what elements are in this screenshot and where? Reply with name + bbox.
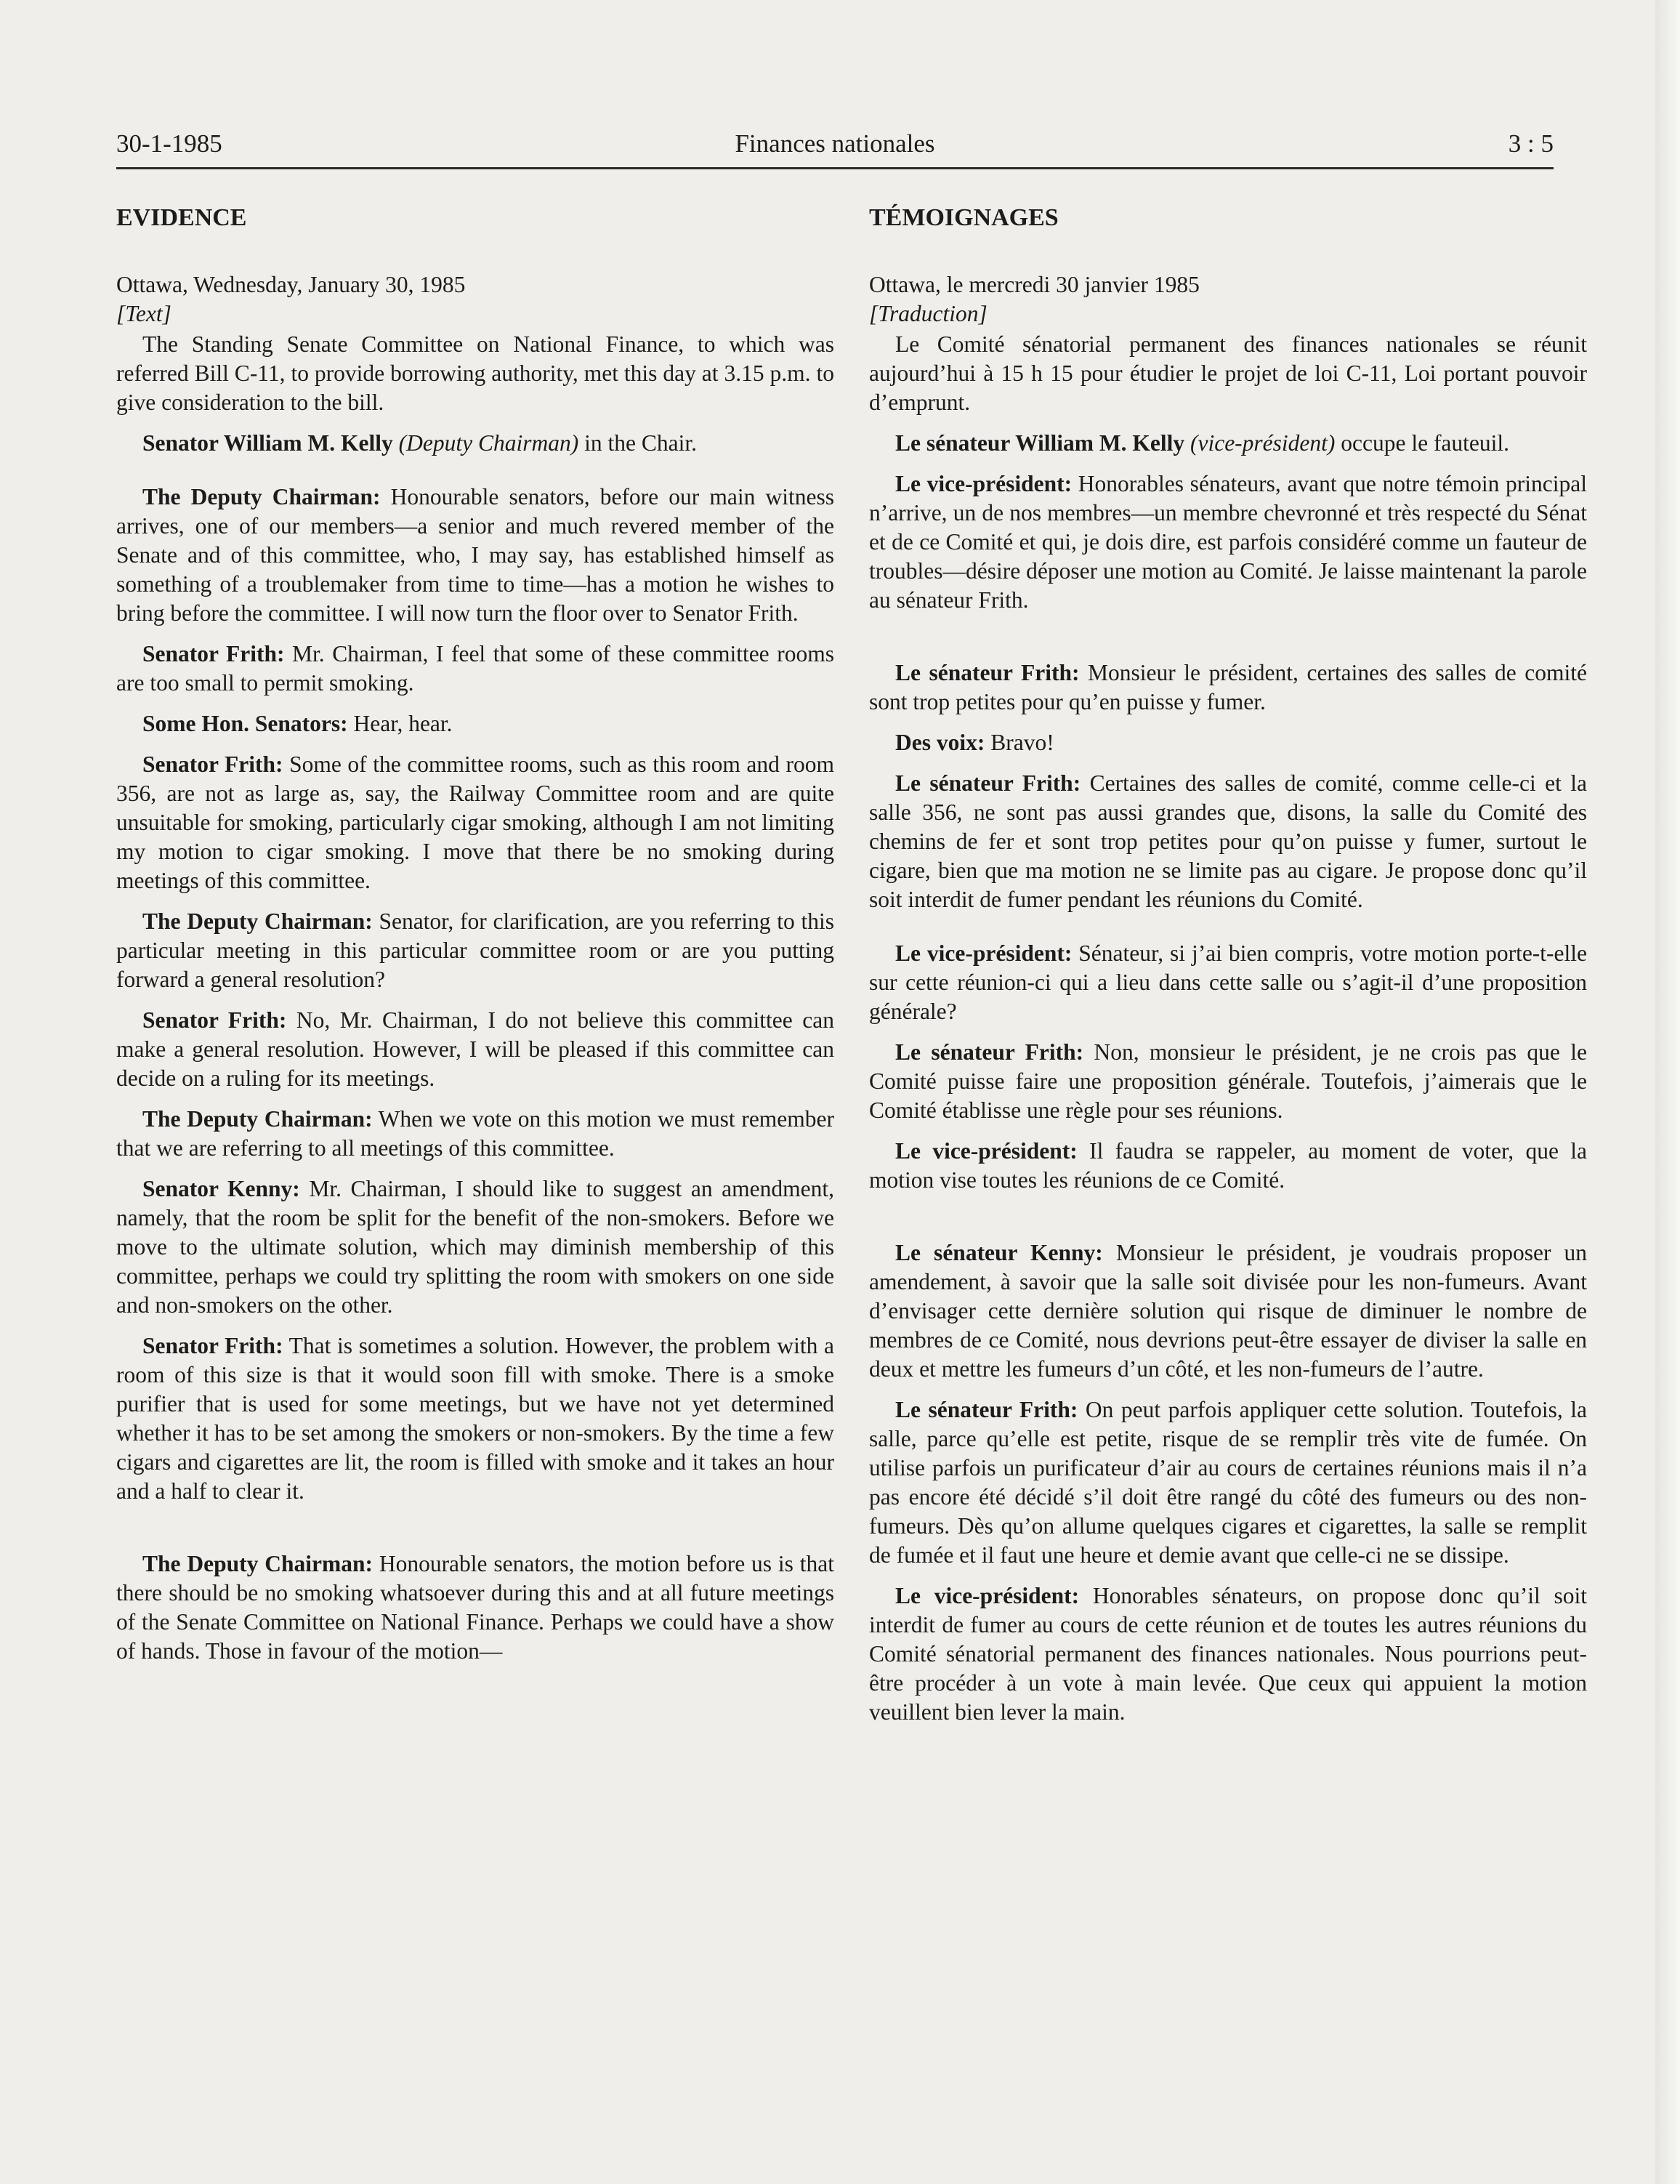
header-page-number: 3 : 5 [1508, 129, 1554, 158]
speech: Mr. Chairman, I feel that some of these committee rooms are too small to permit smoking. [116, 641, 834, 696]
speaker: Senator Kenny: [142, 1176, 300, 1201]
english-date: Ottawa, Wednesday, January 30, 1985 [116, 272, 466, 297]
english-paragraph [116, 1006, 834, 1093]
french-text-tag: [Traduction] [869, 301, 988, 326]
speaker: Some Hon. Senators: [142, 711, 348, 736]
header-title: Finances nationales [735, 129, 935, 158]
english-paragraph [116, 483, 834, 628]
french-paragraph [869, 1038, 1587, 1125]
speech: Sénateur, si j’ai bien compris, votre motion porte-t-elle sur cette réunion-ci qui a lieu dans cette salle ou s’agit-il d’une proposition générale? [869, 940, 1587, 1024]
english-paragraph [116, 709, 834, 738]
french-column [869, 204, 1587, 1727]
speaker: Senator Frith: [142, 1007, 287, 1033]
speaker: Le sénateur Frith: [895, 660, 1080, 685]
english-intro: The Standing Senate Committee on National Finance, to which was referred Bill C-11, to provide borrowing authority, met this day at 3.15 p.m. to give consideration to the bill. [116, 331, 834, 415]
speech: Monsieur le président, certaines des salles de comité sont trop petites pour qu’en puisse y fumer. [869, 660, 1587, 714]
chair-name: Le sénateur William M. Kelly [895, 430, 1185, 456]
english-paragraph [116, 907, 834, 994]
english-paragraph [116, 1550, 834, 1666]
english-paragraph [116, 1174, 834, 1320]
speech: Mr. Chairman, I should like to suggest an amendment, namely, that the room be split for the benefit of the non-smokers. Before we move to the ultimate solution, which may diminish membership of this committee, perhaps we could try splitting the room with smokers on one side and non-smokers on the other. [116, 1176, 834, 1318]
header-date: 30-1-1985 [116, 129, 222, 158]
speaker: Le sénateur Frith: [895, 1039, 1084, 1065]
speaker: The Deputy Chairman: [142, 908, 373, 934]
running-header [116, 129, 1554, 173]
page-edge-shadow [1655, 0, 1680, 2184]
english-chair-line [116, 429, 834, 458]
english-column [116, 204, 834, 1666]
speaker: Senator Frith: [142, 1333, 283, 1358]
speech: Honourable senators, before our main witness arrives, one of our members—a senior and much revered member of the Senate and of this committee, who, I may say, has established himself as something of a troublemaker from time to time—has a motion he wishes to bring before the committee. I will now turn the floor over to Senator Frith. [116, 484, 835, 626]
english-heading: EVIDENCE [116, 204, 247, 231]
english-text-tag: [Text] [116, 301, 171, 326]
speech: Senator, for clarification, are you referring to this particular meeting in this particular committee room or are you putting forward a general resolution? [116, 908, 834, 992]
french-paragraph [869, 658, 1587, 717]
english-paragraph [116, 640, 834, 698]
english-paragraph [116, 1331, 834, 1506]
speech: Bravo! [985, 730, 1054, 755]
french-chair-line [869, 429, 1587, 458]
speaker: Senator Frith: [142, 641, 285, 666]
french-intro: Le Comité sénatorial permanent des finances nationales se réunit aujourd’hui à 15 h 15 pour étudier le projet de loi C-11, Loi portant pouvoir d’emprunt. [869, 331, 1587, 415]
speech: On peut parfois appliquer cette solution. Toutefois, la salle, parce qu’elle est petite, risque de se remplir très vite de fumée. On utilise parfois un purificateur d’air au cours de certaines réunions mais il n’a pas encore été décidé s’il doit être rangé du côté des fumeurs ou des non-fumeurs. Dès qu’on allume quelques cigares et cigarettes, la salle se remplit de fumée et il faut une heure et demie avant que celle-ci ne se dissipe. [869, 1397, 1587, 1568]
chair-name: Senator William M. Kelly [142, 430, 393, 456]
french-paragraph [869, 1238, 1587, 1384]
speaker: The Deputy Chairman: [142, 484, 381, 509]
speaker: Le sénateur Frith: [895, 770, 1081, 796]
french-paragraph [869, 1581, 1587, 1727]
english-paragraph [116, 1105, 834, 1163]
speech: Honorables sénateurs, avant que notre témoin principal n’arrive, un de nos membres—un membre chevronné et très respecté du Sénat et de ce Comité et qui, je dois dire, est parfois considéré comme un fauteur de troubles—désire déposer une motion au Comité. Je laisse maintenant la parole au sénateur Frith. [869, 471, 1588, 613]
french-date: Ottawa, le mercredi 30 janvier 1985 [869, 272, 1200, 297]
french-paragraph [869, 470, 1587, 615]
header-rule [116, 167, 1554, 169]
speaker: Le vice-président: [895, 1138, 1078, 1164]
chair-role: (Deputy Chairman) [398, 430, 579, 456]
speech: That is sometimes a solution. However, the problem with a room of this size is that it would soon fill with smoke. There is a smoke purifier that is used for some meetings, but we have not yet determined whether it has to be set among the smokers or non-smokers. By the time a few cigars and cigarettes are lit, the room is filled with smoke and it takes an hour and a half to clear it. [116, 1333, 834, 1504]
french-paragraph [869, 1137, 1587, 1195]
speech: Il faudra se rappeler, au moment de voter, que la motion vise toutes les réunions de ce Comité. [869, 1138, 1587, 1193]
speaker: Le vice-président: [895, 1583, 1080, 1608]
speech: Certaines des salles de comité, comme celle-ci et la salle 356, ne sont pas aussi grandes que, disons, la salle du Comité des chemins de fer et sont trop petites pour qu’on puisse y fumer, surtout le cigare, bien que ma motion ne se limite pas au cigare. Je propose donc qu’il soit interdit de fumer pendant les réunions du Comité. [869, 770, 1588, 912]
speaker: The Deputy Chairman: [142, 1106, 373, 1132]
french-paragraph [869, 1395, 1587, 1570]
speech: Monsieur le président, je voudrais proposer un amendement, à savoir que la salle soit divisée pour les non-fumeurs. Avant d’envisager cette dernière solution qui risque de diminuer le nombre de membres de ce Comité, nous devrions peut-être essayer de diviser la salle en deux et mettre les fumeurs d’un côté, et les non-fumeurs de l’autre. [869, 1240, 1587, 1382]
speech: When we vote on this motion we must remember that we are referring to all meetings of this committee. [116, 1106, 834, 1161]
speaker: Le sénateur Kenny: [895, 1240, 1103, 1265]
speaker: Senator Frith: [142, 751, 283, 777]
speech: Honorables sénateurs, on propose donc qu’il soit interdit de fumer au cours de cette réunion et de toutes les autres réunions du Comité sénatorial permanent des finances nationales. Nous pourrions peut-être procéder à un vote à main levée. Que ceux qui appuient la motion veuillent bien lever la main. [869, 1583, 1587, 1725]
speech: Hear, hear. [347, 711, 453, 736]
speech: No, Mr. Chairman, I do not believe this committee can make a general resolution. However, I will be pleased if this committee can decide on a ruling for its meetings. [116, 1007, 834, 1091]
chair-rest: in the Chair. [578, 430, 697, 456]
french-heading: TÉMOIGNAGES [869, 204, 1059, 231]
speaker: Des voix: [895, 730, 985, 755]
speech: Some of the committee rooms, such as this room and room 356, are not as large as, say, the Railway Committee room and are quite unsuitable for smoking, particularly cigar smoking, although I am not limiting my motion to cigar smoking. I move that there be no smoking during meetings of this committee. [116, 751, 834, 893]
chair-role: (vice-président) [1190, 430, 1336, 456]
speaker: The Deputy Chairman: [142, 1551, 373, 1576]
french-paragraph [869, 939, 1587, 1026]
chair-rest: occupe le fauteuil. [1335, 430, 1510, 456]
speaker: Le vice-président: [895, 940, 1073, 966]
french-paragraph [869, 769, 1587, 914]
speech: Non, monsieur le président, je ne crois pas que le Comité puisse faire une proposition générale. Toutefois, j’aimerais que le Comité établisse une règle pour ses réunions. [869, 1039, 1588, 1123]
speaker: Le sénateur Frith: [895, 1397, 1078, 1422]
english-paragraph [116, 750, 834, 895]
speaker: Le vice-président: [895, 471, 1073, 496]
speech: Honourable senators, the motion before us is that there should be no smoking whatsoever during this and at all future meetings of the Senate Committee on National Finance. Perhaps we could have a show of hands. Those in favour of the motion— [116, 1551, 835, 1664]
french-paragraph [869, 728, 1587, 757]
